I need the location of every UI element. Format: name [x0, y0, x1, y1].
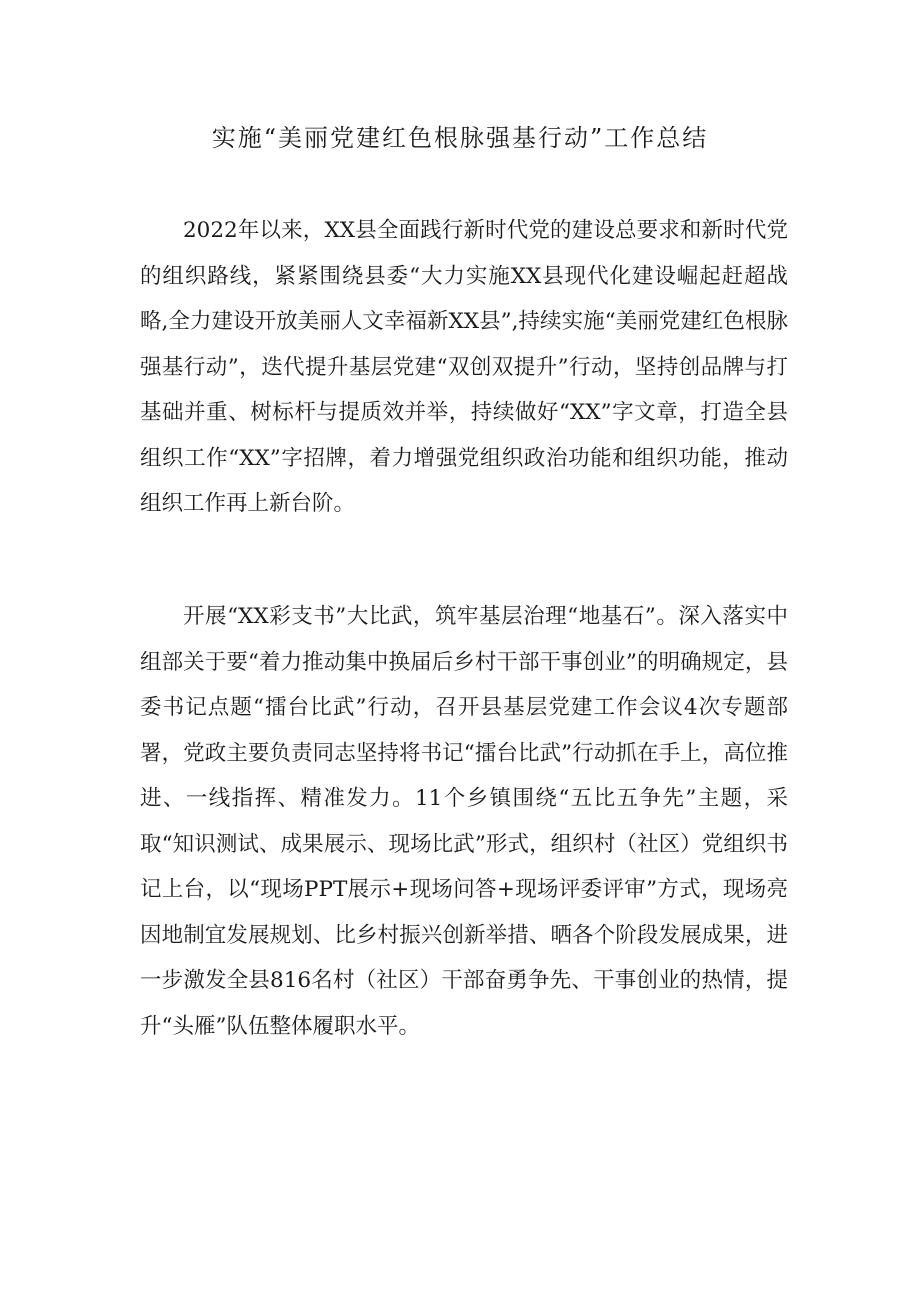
paragraph-competition: 开展“XX彩支书”大比武，筑牢基层治理“地基石”。深入落实中组部关于要“着力推动集中换届后乡村干部干事创业”的明确规定，县委书记点题“擂台比武”行动，召开县基层党建工作会议4次专题部署，党政主要负责同志坚持将书记“擂台比武”行动抓在手上，高位推进、一线指挥、精准发力。11个乡镇围绕“五比五争先”主题，采取“知识测试、成果展示、现场比武”形式，组织村（社区）党组织书记上台，以“现场PPT展示+现场问答+现场评委评审”方式，现场亮因地制宜发展规划、比乡村振兴创新举措、晒各个阶段发展成果，进一步激发全县816名村（社区）干部奋勇争先、干事创业的热情，提升“头雁”队伍整体履职水平。 — [140, 604, 788, 1039]
paragraph-intro: 2022年以来，XX县全面践行新时代党的建设总要求和新时代党的组织路线，紧紧围绕县委“大力实施XX县现代化建设崛起赶超战略,全力建设开放美丽人文幸福新XX县”,持续实施“美丽党建红色根脉强基行动”，迭代提升基层党建“双创双提升”行动，坚持创品牌与打基础并重、树标杆与提质效并举，持续做好“XX”字文章，打造全县组织工作“XX”字招牌，着力增强党组织政治功能和组织功能，推动组织工作再上新台阶。 — [140, 218, 788, 516]
document-title: 实施“美丽党建红色根脉强基行动”工作总结 — [211, 124, 709, 152]
